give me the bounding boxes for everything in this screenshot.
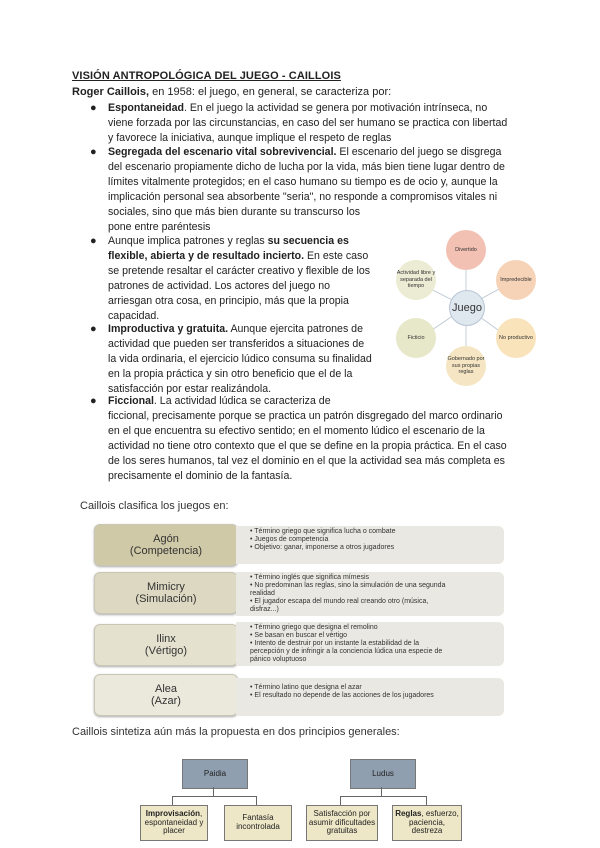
desc-line: disfraz...): [250, 606, 279, 613]
box-label: Fantasía incontrolada: [236, 813, 280, 831]
box-reglas: [392, 805, 462, 841]
connector: [340, 796, 426, 797]
desc-line: realidad: [250, 590, 275, 597]
category-name: Alea: [154, 683, 178, 695]
category-mimicry-desc: [236, 572, 504, 616]
classify-title: Caillois clasifica los juegos en:: [80, 500, 229, 512]
box-bold: Reglas: [395, 809, 422, 819]
connector: [213, 787, 214, 796]
bullet-line: viene forzada por las circunstancias, en caso del ser humano se practica con libertad: [108, 117, 508, 129]
desc-line: • Término latino que designa el azar: [250, 684, 362, 691]
desc-line: pánico voluptuoso: [250, 656, 307, 663]
paidia-box: [182, 759, 248, 789]
bullet-line: y favorece la iniciativa, aunque implique el respeto de reglas: [108, 132, 392, 144]
bullet-line: arriesgan otra cosa, en principio, más que la propia: [108, 295, 349, 307]
bullet-line: capacidad.: [108, 310, 160, 322]
bullet-line: En este caso: [304, 250, 369, 262]
page-title: VISIÓN ANTROPOLÓGICA DEL JUEGO - CAILLOIS: [72, 70, 341, 82]
box-label: Ludus: [372, 768, 394, 778]
desc-line: • Se basan en buscar el vértigo: [250, 632, 348, 639]
bullet-term: Ficcional: [108, 395, 154, 407]
diagram-node-impredecible: [496, 260, 536, 300]
category-sub: (Simulación): [135, 593, 197, 605]
intro-text: en 1958: el juego, en general, se caracteriza por:: [149, 86, 392, 98]
category-mimicry: [94, 572, 238, 614]
desc-line: percepción y de infringir a la conciencia lúdica una especie de: [250, 648, 443, 655]
bullet-line: pone entre paréntesis: [108, 221, 211, 233]
desc-line: • Juegos de competencia: [250, 536, 329, 543]
connector: [172, 796, 256, 797]
juego-diagram: [393, 222, 539, 392]
box-fantasia: [224, 805, 292, 841]
connector: [426, 796, 427, 805]
center-label: Juego: [452, 301, 482, 314]
bullet-line: límites vitalmente protegidos; en el caso humano su tiempo es de ocio y, aunque la: [108, 176, 498, 188]
desc-line: • Objetivo: ganar, imponerse a otros jugadores: [250, 544, 395, 551]
bullet-term: Segregada del escenario vital sobrevivencial.: [108, 146, 337, 158]
bullet-espontaneidad: [90, 101, 508, 146]
box-rest: , espontaneidad y placer: [144, 809, 204, 836]
bullet-line: satisfacción por estar realizándola.: [108, 383, 272, 395]
bullet-improductiva: [90, 322, 372, 397]
bullet-dot: ●: [90, 323, 97, 335]
bullet-term: flexible, abierta y de resultado incierto.: [108, 250, 305, 262]
desc-line: • El resultado no depende de las acciones de los jugadores: [250, 692, 434, 699]
bullet-line: del escenario propiamente dicho de lucha por la vida, más bien tiene lugar dentro de: [108, 161, 505, 173]
box-label: [141, 810, 207, 836]
diagram-node-ficticio: [396, 318, 436, 358]
bullet-term: Espontaneidad: [108, 102, 184, 114]
box-improvisacion: [140, 805, 208, 841]
bullet-term: su secuencia es: [267, 235, 349, 247]
bullet-line: . La actividad lúdica se caracteriza de: [153, 395, 331, 407]
author-name: Roger Caillois,: [72, 86, 150, 98]
category-ilinx-desc: [236, 622, 504, 666]
node-label: No productivo: [499, 334, 533, 341]
box-satisfaccion: [306, 805, 378, 841]
desc-line: • Intento de destruir por un instante la estabilidad de la: [250, 640, 420, 647]
category-agon-desc: [236, 526, 504, 564]
intro-line: [72, 86, 391, 98]
box-bold: Improvisación: [145, 809, 200, 819]
bullet-line: en el que encuentra su efectivo sentido; en el momento lúdico el escenario de la: [108, 425, 485, 437]
bullet-line: Aunque ejercita patrones de: [228, 323, 363, 335]
diagram-node-divertido: [446, 230, 486, 270]
bullet-line: Aunque implica patrones y reglas: [108, 235, 268, 247]
bullet-line: patrones de actividad. Los actores del juego no: [108, 280, 331, 292]
bullet-dot: ●: [90, 102, 97, 114]
box-label: Satisfacción por asumir dificultades gratuitas: [308, 809, 376, 836]
bullet-line: El escenario del juego se disgrega: [336, 146, 502, 158]
principles-title: Caillois sintetiza aún más la propuesta en dos principios generales:: [72, 726, 400, 738]
bullet-line: implicación personal sea absorbente "seria", no responde a compromisos vitales ni: [108, 191, 498, 203]
node-label: Actividad libre y separada del tiempo: [396, 270, 436, 290]
connector: [256, 796, 257, 805]
category-sub: (Azar): [151, 695, 181, 707]
bullet-ficcional: [90, 394, 507, 484]
category-alea-desc: [236, 678, 504, 716]
bullet-dot: ●: [90, 395, 97, 407]
category-sub: (Vértigo): [144, 645, 188, 657]
connector: [172, 796, 173, 805]
desc-line: • Término griego que significa lucha o combate: [250, 528, 396, 535]
node-label: Impredecible: [500, 276, 532, 283]
category-alea: [94, 674, 238, 716]
diagram-node-no-productivo: [496, 318, 536, 358]
desc-line: • Término inglés que significa mímesis: [250, 574, 370, 581]
bullet-line: actividad que pueden ser transferidos a situaciones de: [108, 338, 365, 350]
bullet-secuencia: [90, 234, 371, 324]
box-label: [393, 810, 461, 836]
category-name: Mimicry: [147, 581, 185, 593]
category-agon: [94, 524, 238, 566]
node-label: Gobernado por sus propias reglas: [447, 356, 485, 376]
bullet-line: la vida ordinaria, el ejercicio lúdico consuma su finalidad: [108, 353, 372, 365]
diagram-center-juego: [449, 290, 485, 326]
node-label: Divertido: [455, 246, 477, 253]
node-label: Ficticio: [407, 334, 425, 341]
bullet-line: actividad no tiene otro contexto que el que se define en la propia práctica. En el caso: [108, 440, 507, 452]
bullet-dot: ●: [90, 235, 97, 247]
desc-line: • Término griego que designa el remolino: [250, 624, 378, 631]
bullet-line: sociales, sino que más bien durante su transcurso los: [108, 206, 361, 218]
category-name: Ilinx: [156, 633, 176, 645]
bullet-term: Improductiva y gratuita.: [108, 323, 229, 335]
connector: [381, 787, 382, 796]
category-sub: (Competencia): [129, 545, 203, 557]
bullet-line: ficcional, precisamente porque se practica un patrón disgregado del marco ordinario: [108, 410, 503, 422]
connector: [340, 796, 341, 805]
diagram-node-actividad-libre: [396, 260, 436, 300]
bullet-line: en la propia práctica y sin otro beneficio que el de la: [108, 368, 353, 380]
box-label: Paidia: [203, 768, 227, 778]
bullet-line: precisamente el dominio de la fantasía.: [108, 470, 293, 482]
category-ilinx: [94, 624, 238, 666]
desc-line: • El jugador escapa del mundo real creando otro (música,: [250, 598, 429, 605]
bullet-line: . En el juego la actividad se genera por motivación intrínseca, no: [183, 102, 488, 114]
bullet-dot: ●: [90, 146, 97, 158]
bullet-line: de los seres humanos, tal vez el dominio en el que la actividad sea más completa es: [108, 455, 505, 467]
desc-line: • No predominan las reglas, sino la simulación de una segunda: [250, 582, 446, 589]
box-rest: , esfuerzo, paciencia, destreza: [408, 809, 459, 836]
bullet-line: se pretende resaltar el carácter creativo y flexible de los: [108, 265, 371, 277]
ludus-box: [350, 759, 416, 789]
diagram-node-reglas: [446, 346, 486, 386]
category-name: Agón: [153, 533, 179, 545]
